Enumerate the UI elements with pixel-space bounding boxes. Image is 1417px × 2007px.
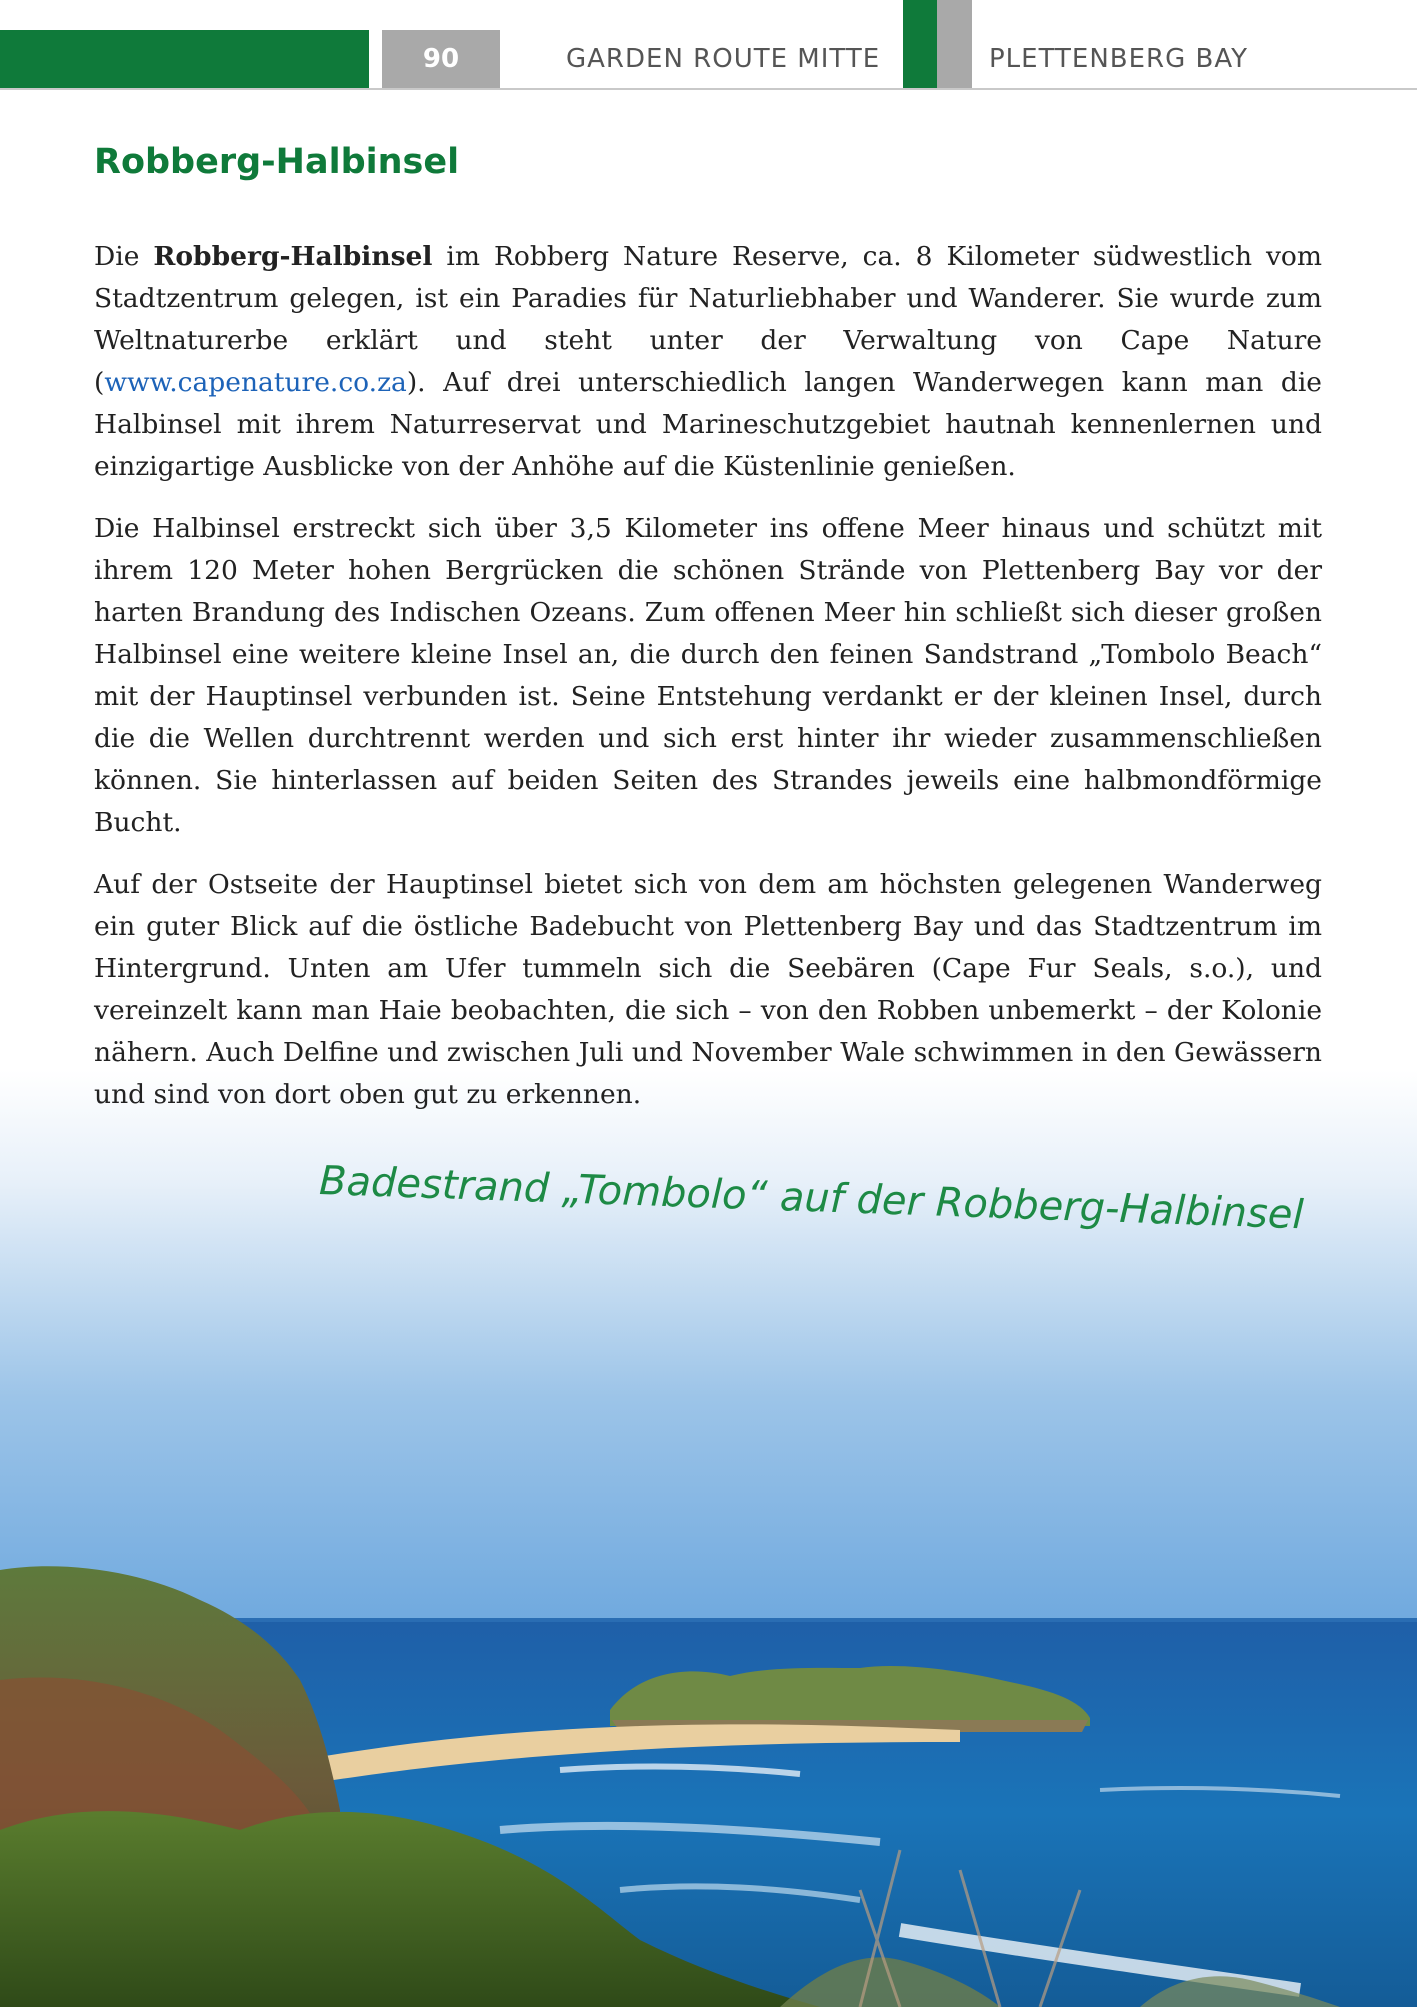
page-number: 90: [382, 30, 500, 88]
p1-bold-term: Robberg-Halbinsel: [153, 241, 433, 272]
article-body: [94, 236, 1322, 1136]
paragraph-2: Die Halbinsel erstreckt sich über 3,5 Kilometer ins offene Meer hinaus und schützt mit ihrem 120 Meter hohen Bergrücken die schönen Strände von Plettenberg Bay vor der harten Brandung des Indischen Ozeans. Zum offenen Meer hin schließt sich dieser großen Halbinsel eine weitere kleine Insel an, die durch den feinen Sandstrand „Tombolo Beach“ mit der Hauptinsel verbunden ist. Seine Entstehung verdankt er der kleinen Insel, durch die die Wellen durchtrennt werden und sich erst hinter ihr wieder zusammenschließen können. Sie hinterlassen auf beiden Seiten des Strandes jeweils eine halbmondförmige Bucht.: [94, 513, 1322, 838]
header-gray-tab: [937, 0, 972, 88]
p1-text-start: Die: [94, 241, 154, 272]
header-green-bar: [0, 30, 369, 88]
capenature-link[interactable]: www.capenature.co.za: [104, 367, 407, 398]
photo-caption: Badestrand „Tombolo“ auf der Robberg-Halbinsel: [318, 1158, 1305, 1239]
p1-text-end: ). Auf drei unterschiedlich langen Wanderwegen kann man die Halbinsel mit ihrem Naturreservat und Marineschutzgebiet hautnah kennenlernen und einzigartige Ausblicke von der Anhöhe auf die Küstenlinie genießen.: [94, 367, 1322, 482]
p1-text-mid: im Robberg Nature Reserve, ca. 8 Kilometer südwestlich vom Stadtzentrum gelegen, ist ein Paradies für Naturliebhaber und Wanderer. Sie wurde zum Weltnaturerbe erklärt und steht unter der Verwaltung von Cape Nature (: [94, 241, 1323, 398]
section-title: PLETTENBERG BAY: [989, 44, 1249, 74]
chapter-title: GARDEN ROUTE MITTE: [566, 44, 881, 74]
paragraph-3: Auf der Ostseite der Hauptinsel bietet sich von dem am höchsten gelegenen Wanderweg ein guter Blick auf die östliche Badebucht von Plettenberg Bay und das Stadtzentrum im Hintergrund. Unten am Ufer tummeln sich die Seebären (Cape Fur Seals, s.o.), und vereinzelt kann man Haie beobachten, die sich – von den Robben unbemerkt – der Kolonie nähern. Auch Delfine und zwischen Juli und November Wale schwimmen in den Gewässern und sind von dort oben gut zu erkennen.: [94, 869, 1322, 1110]
header-green-tab: [903, 0, 937, 88]
article-title: Robberg-Halbinsel: [94, 142, 460, 182]
header-divider: [0, 88, 1417, 90]
paragraph-1: [94, 236, 1322, 488]
